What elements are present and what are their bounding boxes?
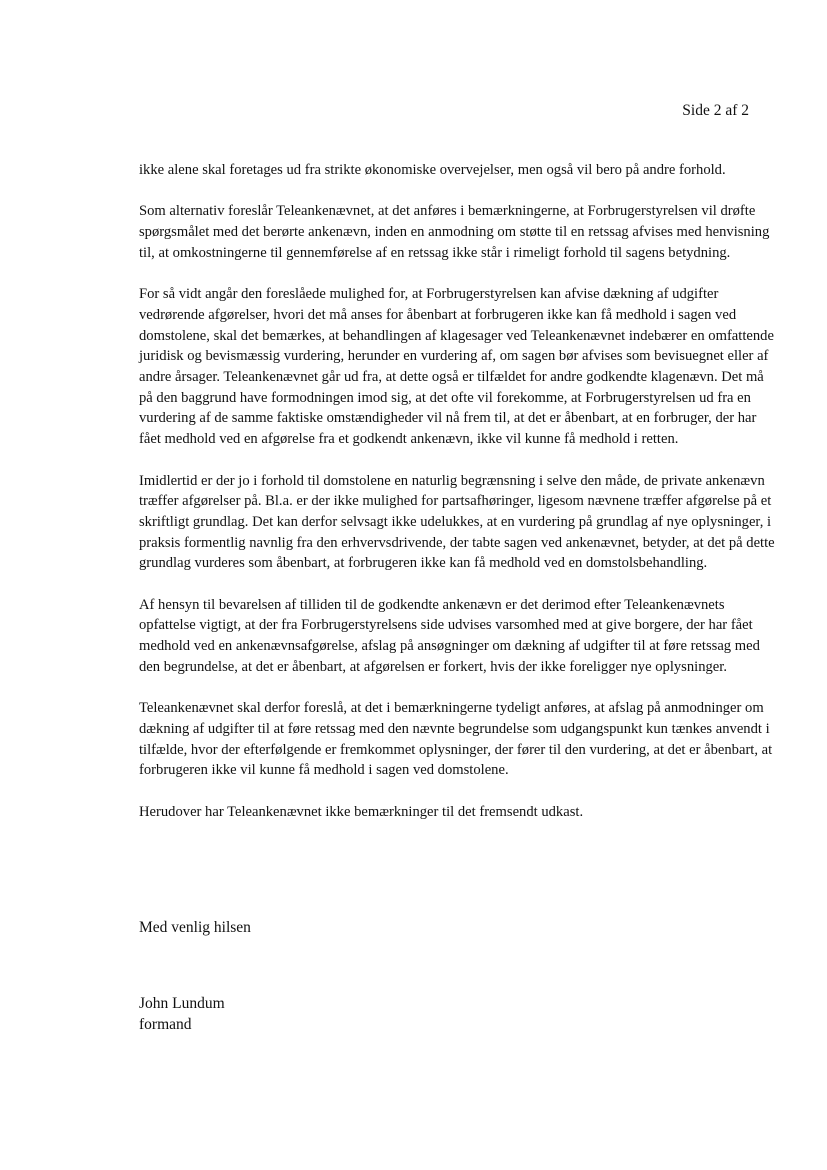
paragraph-7: Herudover har Teleankenævnet ikke bemærkninger til det fremsendt udkast.	[139, 803, 584, 820]
signature-block	[139, 993, 225, 1035]
paragraph-3: For så vidt angår den foreslåede mulighed for, at Forbrugerstyrelsen kan afvise dækning af udgifter vedrørende afgørelser, hvori det må anses for åbenbart at forbrugeren ikke kan få medhold i sagen ved domstolene, skal det bemærkes, at behandlingen af klagesager ved Teleankenævnet indebærer en omfattende juridisk og bevismæssig vurdering, herunder en vurdering af, om sagen bør afvises som bevisuegnet eller af andre årsager. Teleankenævnet går ud fra, at dette også er tilfældet for andre godkendte klagenævn. Det må på den baggrund have formodningen imod sig, at det ofte vil forekomme, at Forbrugerstyrelsen ud fra en vurdering af de samme faktiske omstændigheder vil nå frem til, at det er åbenbart, at en forbruger, der har fået medhold ved en afgørelse fra et godkendt ankenævn, ikke vil kunne få medhold i retten.	[139, 286, 774, 448]
closing-greeting: Med venlig hilsen	[139, 919, 251, 936]
paragraph-6: Teleankenævnet skal derfor foreslå, at det i bemærkningerne tydeligt anføres, at afslag på anmodninger om dækning af udgifter til at føre retssag med den nævnte begrundelse som udgangspunkt kun tænkes anvendt i tilfælde, hvor der efterfølgende er fremkommet oplysninger, der fører til den vurdering, at det er åbenbart, at forbrugeren ikke vil kunne få medhold i sagen ved domstolene.	[139, 700, 773, 779]
signer-title: formand	[139, 1016, 192, 1033]
signer-name: John Lundum	[139, 995, 225, 1012]
paragraph-4: Imidlertid er der jo i forhold til domstolene en naturlig begrænsning i selve den måde, de private ankenævn træffer afgørelser på. Bl.a. er der ikke mulighed for partsafhøringer, ligesom nævnene træffer afgørelse på et skriftligt grundlag. Det kan derfor selvsagt ikke udelukkes, at en vurdering på grundlag af nye oplysninger, i praksis formentlig navnlig fra den erhvervsdrivende, der tabte sagen ved ankenævnet, betyder, at det på dette grundlag vurderes som åbenbart, at forbrugeren ikke kan få medhold ved en domstolsbehandling.	[139, 472, 775, 572]
paragraph-2: Som alternativ foreslår Teleankenævnet, at det anføres i bemærkningerne, at Forbrugerstyrelsen vil drøfte spørgsmålet med det berørte ankenævn, inden en anmodning om støtte til en retssag afvises med henvisning til, at omkostningerne til gennemførelse af en retssag ikke står i rimeligt forhold til sagens betydning.	[139, 203, 770, 261]
paragraph-5: Af hensyn til bevarelsen af tilliden til de godkendte ankenævn er det derimod efter Teleankenævnets opfattelse vigtigt, at der fra Forbrugerstyrelsens side udvises varsomhed med at give borgere, der har fået medhold ved en ankenævnsafgørelse, afslag på ansøgninger om dækning af udgifter til at føre retssag med den begrundelse, at det er åbenbart, at afgørelsen er forkert, hvis der ikke foreligger nye oplysninger.	[139, 596, 760, 675]
letter-body	[139, 160, 779, 843]
paragraph-1: ikke alene skal foretages ud fra strikte økonomiske overvejelser, men også vil bero på andre forhold.	[139, 162, 726, 178]
page-number: Side 2 af 2	[682, 102, 749, 119]
